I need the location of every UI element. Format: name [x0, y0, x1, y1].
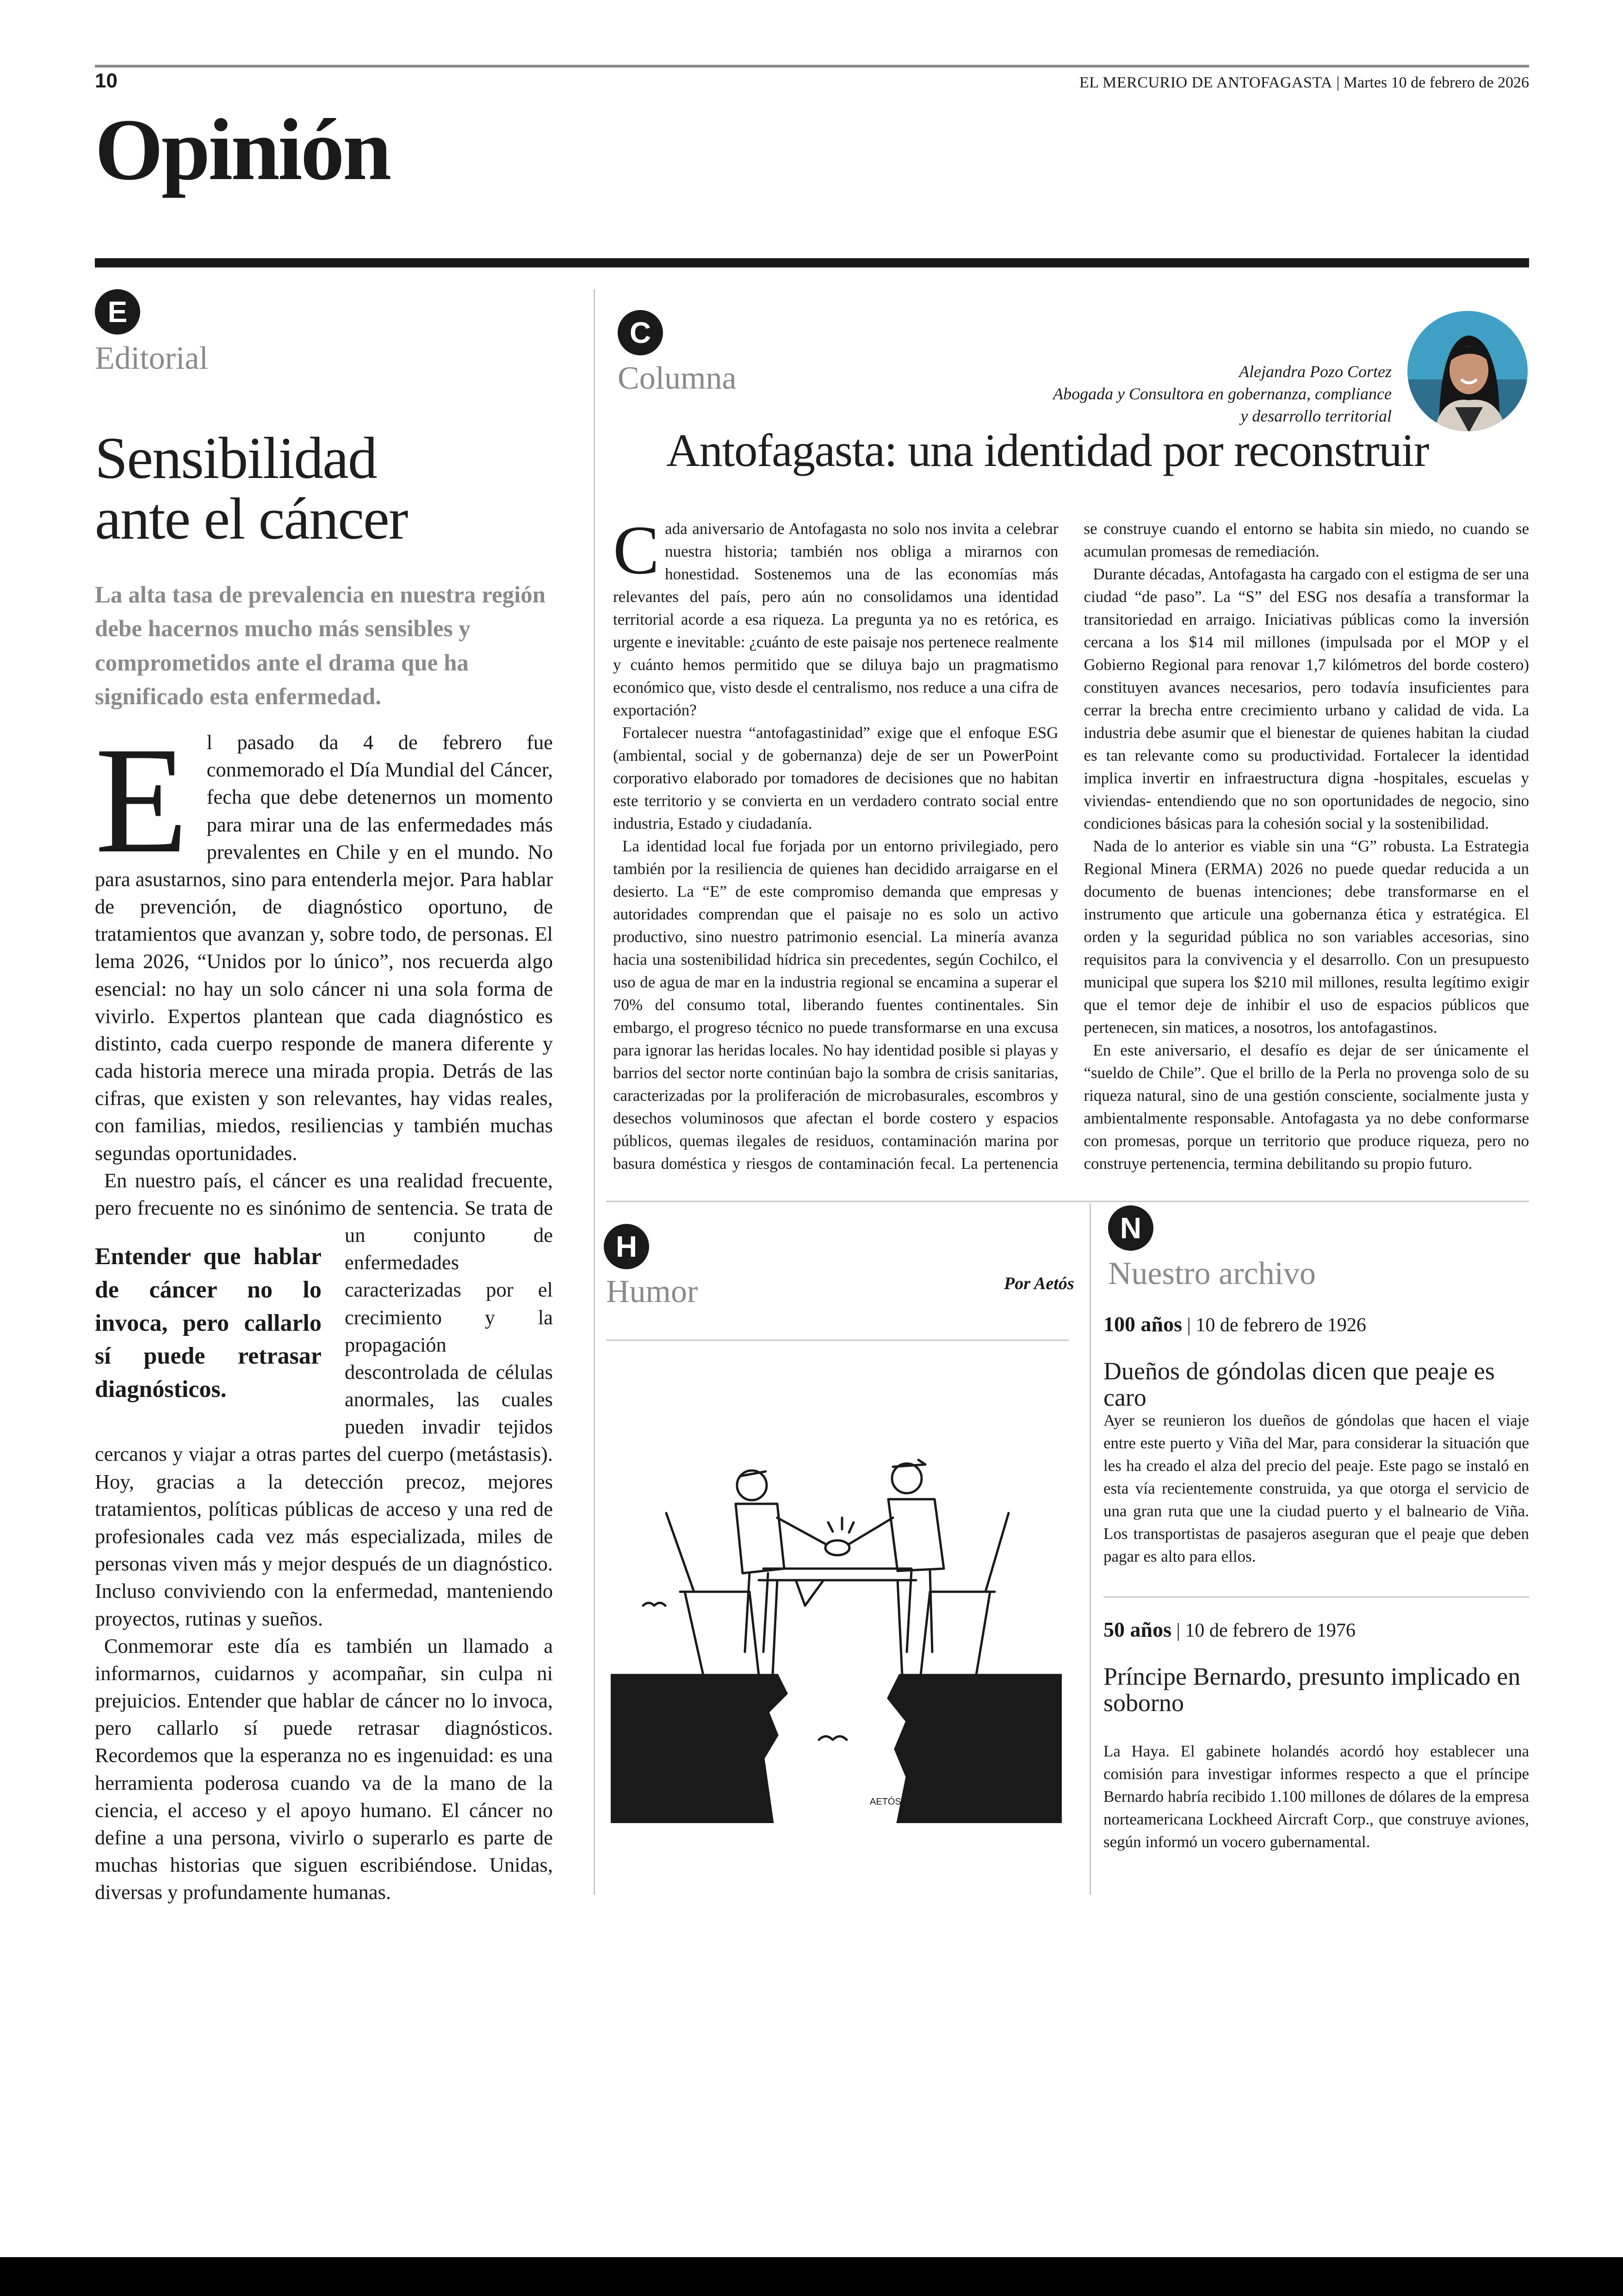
column-title: Antofagasta: una identidad por reconstruir — [666, 424, 1429, 476]
column-kicker: Columna — [618, 360, 737, 396]
archive-date: 10 de febrero de 1976 — [1185, 1620, 1356, 1641]
author-photo — [1406, 310, 1529, 433]
archive-divider — [1103, 1596, 1529, 1598]
archive-body: Ayer se reunieron los dueños de góndolas que hacen el viaje entre este puerto y Viña del Mar, para considerar la situación que les ha creado el alza del precio del peaje. Este pago se instaló en esta vía recientemente construida, ya que otorga el servicio de una gran ruta que une la ciudad puerto y el balneario de Viña. Los transportistas de pasajeros aseguran que el peaje que deben pagar es alto para ellos. — [1103, 1411, 1529, 1565]
column-divider-left — [594, 289, 595, 1895]
issue-date: Martes 10 de febrero de 2026 — [1343, 74, 1529, 91]
archive-badge: N — [1108, 1205, 1153, 1251]
cartoon — [611, 1453, 1062, 1823]
humor-rule — [606, 1340, 1069, 1341]
editorial-paragraph — [95, 1167, 553, 1632]
editorial-kicker: Editorial — [95, 341, 208, 376]
masthead — [1079, 74, 1529, 92]
humor-badge: H — [604, 1224, 649, 1269]
author-name: Alejandra Pozo Cortez — [1239, 362, 1392, 381]
archive-body: La Haya. El gabinete holandés acordó hoy establecer una comisión para investigar informes respecto a que el príncipe Bernardo habría recibido 1.100 millones de dólares de la empresa norteamericana Lockheed Aircraft Corp., que construye aviones, según informó un vocero gubernamental. — [1103, 1742, 1529, 1851]
editorial-dropcap: E — [95, 716, 188, 885]
pull-quote: Entender que hablar de cáncer no lo invoca, pero callarlo sí puede retrasar diagnósticos. — [95, 1243, 322, 1403]
newspaper-name: EL MERCURIO DE ANTOFAGASTA — [1079, 74, 1332, 91]
editorial-badge: E — [95, 289, 140, 335]
archive-item-1-years: 100 años | 10 de febrero de 1926 — [1103, 1312, 1366, 1336]
column-author — [975, 361, 1392, 428]
humor-byline: Por Aetós — [1004, 1274, 1074, 1293]
editorial-title — [95, 425, 558, 552]
archive-item-2-years: 50 años | 10 de febrero de 1976 — [1103, 1618, 1356, 1641]
column-paragraph: Fortalecer nuestra “antofagastinidad” exige que el enfoque ESG (ambiental, social y de gobernanza) deje de ser un PowerPoint corporativo elaborado por tomadores de decisiones que no habitan este territorio y se convierta en un verdadero contrato social entre industria, Estado y ciudadanía. — [613, 724, 1059, 832]
column-bottom-rule — [606, 1201, 1529, 1202]
column-paragraph: En este aniversario, el desafío es dejar de ser únicamente el “sueldo de Chile”. Que el brillo de la Perla no provenga solo de su riqueza natural, sino de una gestión consciente, socialmente justa y ambientalmente responsable. Antofagasta ya no debe conformarse con promesas, porque un territorio que produce riqueza, pero no construye pertenencia, termina debilitando su propio futuro. — [1084, 1041, 1529, 1173]
archive-kicker: Nuestro archivo — [1108, 1256, 1316, 1291]
editorial-p2b: de un conjunto de enfermedades caracterizadas por el crecimiento y la propagación descontrolada de células anormales, las cuales pueden invadir tejidos cercanos y viajar a otras partes del cuerpo (metástasis). Hoy, gracias a la detección precoz, mejores tratamientos, políticas públicas de acceso y una red de profesionales cada vez más especializada, miles de personas viven más y mejor después de un diagnóstico. Incluso conviviendo con la enfermedad, manteniendo proyectos, rutinas y sueños. — [95, 1196, 553, 1630]
editorial-title-line2: ante el cáncer — [95, 485, 408, 552]
author-role-line2: y desarrollo territorial — [1240, 406, 1392, 425]
archive-headline: Dueños de góndolas dicen que peaje es caro — [1103, 1357, 1495, 1411]
column-p1: ada aniversario de Antofagasta no solo nos invita a celebrar nuestra historia; también nos obliga a mirarnos con honestidad. Sostenemos una de las economías más relevantes del país, pero aún no consolidamos una identidad territorial acorde a esa riqueza. La pregunta ya no es retórica, es urgente e inevitable: ¿cuánto de este paisaje nos pertenece realmente y cuánto hemos permitido que se diluya bajo un pragmatismo económico que, visto desde el centralismo, nos reduce a una cifra de exportación? — [613, 520, 1059, 719]
masthead-divider: | — [1336, 74, 1344, 91]
column-body — [613, 512, 1529, 1175]
column-paragraph — [613, 512, 1059, 721]
archive-headline: Príncipe Bernardo, presunto implicado en soborno — [1103, 1663, 1521, 1717]
cartoon-handshake-icon — [611, 1453, 1062, 1823]
author-portrait-icon — [1406, 310, 1529, 433]
top-rule — [95, 65, 1529, 68]
bottom-bar — [0, 2257, 1623, 2296]
column-dropcap: C — [613, 512, 660, 589]
section-bar — [95, 258, 1529, 267]
editorial-title-line1: Sensibilidad — [95, 425, 377, 491]
editorial-p1: l pasado da 4 de febrero fue conmemorado el Día Mundial del Cáncer, fecha que debe detenernos un momento para mirar una de las enfermedades más prevalentes en Chile y en el mundo. No para asustarnos, sino para entenderla mejor. Para hablar de prevención, de diagnóstico oportuno, de tratamientos que avanzan y, sobre todo, de personas. El lema 2026, “Unidos por lo único”, nos recuerda algo esencial: no hay un solo cáncer ni una sola forma de vivirlo. Expertos plantean que cada diagnóstico es distinto, cada cuerpo responde de manera diferente y cada historia merece una mirada propia. Detrás de las cifras, que existen y son relevantes, hay vidas reales, con familias, miedos, resiliencias y también muchas segundas oportunidades. — [95, 731, 553, 1165]
editorial-paragraph: Conmemorar este día es también un llamado a informarnos, cuidarnos y acompañar, sin culpa ni prejuicios. Entender que hablar de cáncer no lo invoca, pero callarlo sí puede retrasar diagnósticos. Recordemos que la esperanza no es ingenuidad: es una herramienta poderosa cuando va de la mano de la ciencia, el acceso y el apoyo humano. El cáncer no define a una persona, vivirlo o superarlo es parte de muchas historias que siguen escribiéndose. Unidas, diversas y profundamente humanas. — [95, 1634, 553, 1904]
cartoon-signature: AETÓS — [870, 1797, 901, 1807]
column-paragraph: La identidad local fue forjada por un entorno privilegiado, pero también por la resiliencia de quienes han decidido arraigarse en el desierto. La “E” de este compromiso demanda que empresas y autoridades comprendan que el paisaje no es solo un activo productivo, sino nuestro patrimonio esencial. La minería avanza hacia una sostenibilidad hídrica sin precedentes, según Cochilco, el uso de agua de mar en la industria regional se encamina a superar el 70% del consumo total, liberando fuentes continentales. Sin embargo, el progreso técnico no puede transformarse en una excusa para ignorar las heridas locales. No hay identidad posible si playas y barrios del sector norte continúan bajo la sombra de crisis sanitarias, caracterizadas por la proliferación de microbasurales, escombros y desechos voluminosos que afectan el borde costero y espacios públicos, quemas ilegales de residuos, contaminación marina por basura doméstica y riesgos de contaminación fecal. La pertenencia se construye cuando el entorno se habita sin miedo, no cuando se acumulan promesas de remediación. — [613, 520, 1529, 1173]
column-badge: C — [618, 310, 663, 355]
editorial-lead: La alta tasa de prevalencia en nuestra región debe hacernos mucho más sensibles y comprometidos ante el drama que ha significado esta enfermedad. — [95, 582, 546, 710]
humor-kicker: Humor — [606, 1274, 698, 1309]
column-paragraph: Nada de lo anterior es viable sin una “G” robusta. La Estrategia Regional Minera (ERMA) 2026 no puede quedar reducida a un documento de buenas intenciones; debe transformarse en el instrumento que articule una gobernanza ética y estratégica. El orden y la seguridad pública no son variables accesorias, sino requisitos para la convivencia y el desarrollo. Con un presupuesto municipal que supera los $210 mil millones, resulta legítimo exigir que el temor deje de inhibir el uso de espacios públicos que pertenecen, sin matices, a nosotros, los antofagastinos. — [1084, 837, 1529, 1036]
page-number: 10 — [95, 69, 118, 92]
author-role-line1: Abogada y Consultora en gobernanza, compliance — [1053, 384, 1392, 403]
column-paragraph: Durante décadas, Antofagasta ha cargado con el estigma de ser una ciudad “de paso”. La “S” del ESG nos desafía a transformar la transitoriedad en arraigo. Iniciativas públicas como la inversión cercana a los $14 mil millones (impulsada por el MOP y el Gobierno Regional para renovar 1,7 kilómetros del borde costero) constituyen avances necesarios, pero todavía insuficientes para cerrar la brecha entre crecimiento urbano y calidad de vida. La industria debe asumir que el bienestar de quienes habitan la ciudad es tan relevante como su productividad. Fortalecer la identidad implica invertir en infraestructura digna -hospitales, escuelas y viviendas- entendiendo que no son oportunidades de negocio, sino condiciones básicas para la cohesión social y la sostenibilidad. — [1084, 565, 1529, 832]
archive-date: 10 de febrero de 1926 — [1196, 1315, 1366, 1336]
archive-years: 50 años — [1103, 1618, 1171, 1641]
editorial-p2a: En nuestro país, el cáncer es una realidad frecuente, pero frecuente no es sinónimo de sentencia. Se trata — [95, 1168, 553, 1219]
column-divider-right — [1090, 1203, 1091, 1895]
section-title: Opinión — [95, 101, 390, 199]
editorial-body — [95, 716, 553, 1906]
archive-years: 100 años — [1103, 1312, 1182, 1336]
editorial-paragraph — [95, 716, 553, 1167]
